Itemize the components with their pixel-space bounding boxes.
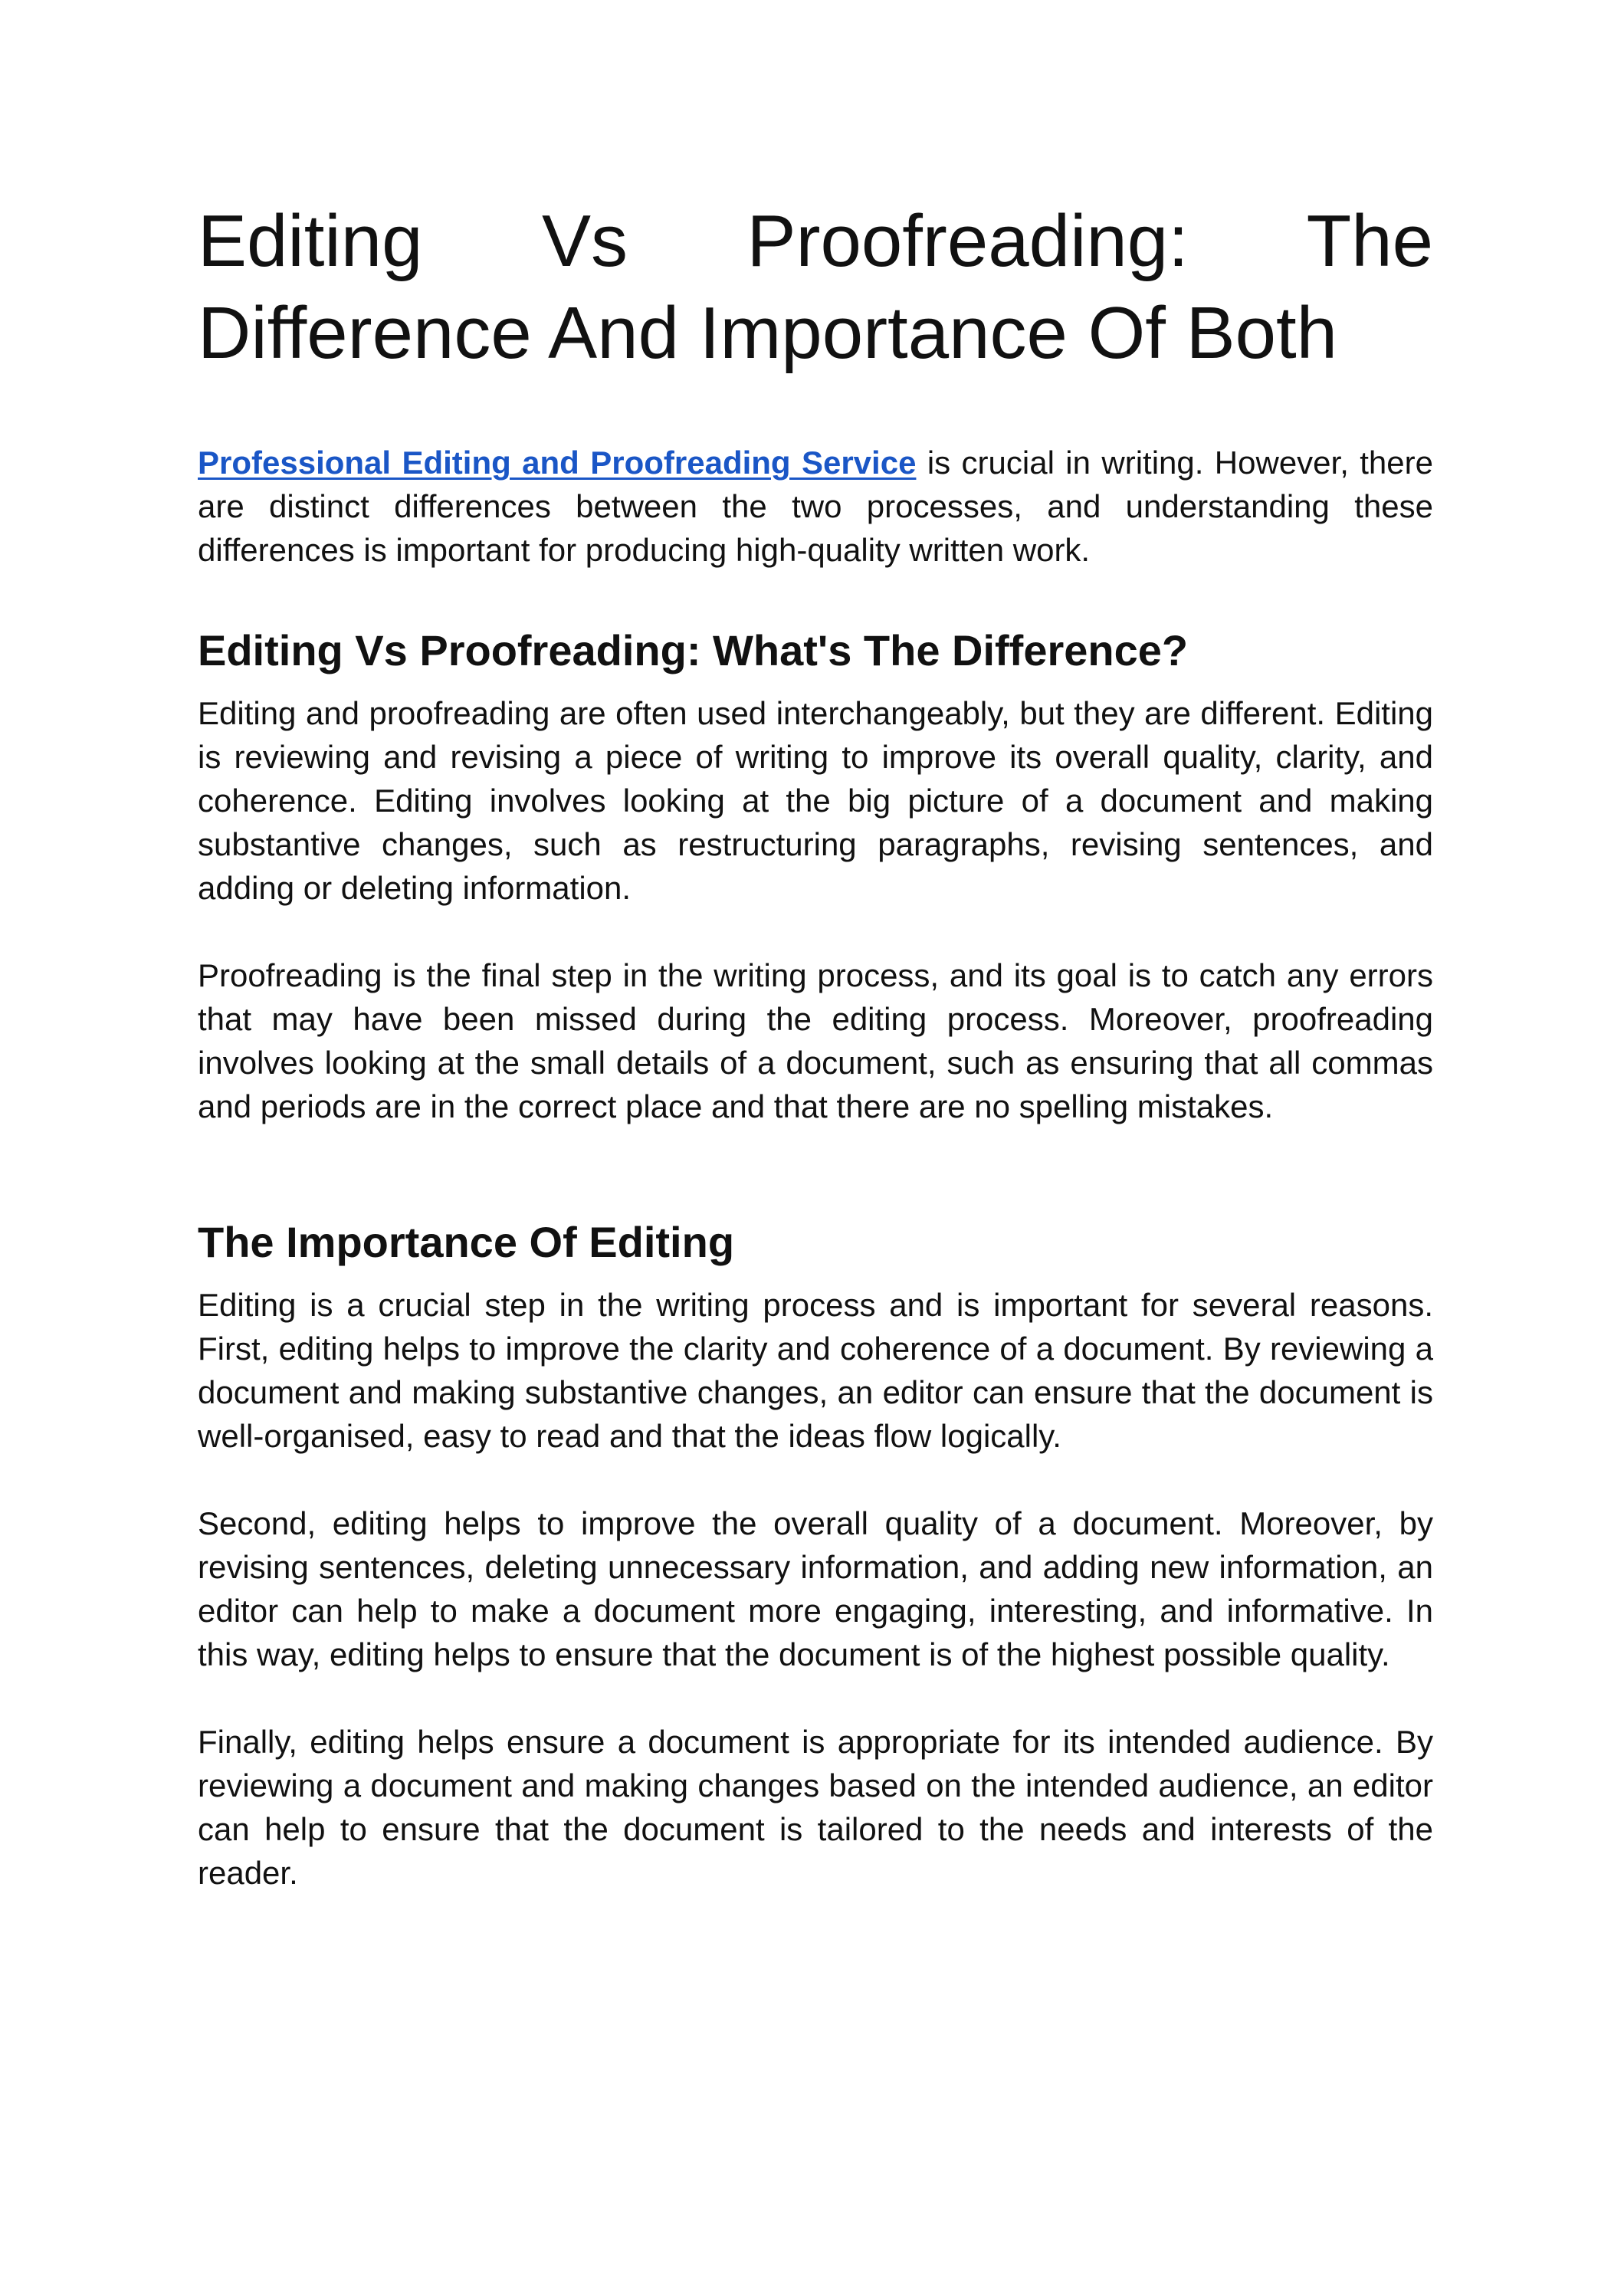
document-page (198, 195, 1433, 1895)
section-heading-importance: The Importance Of Editing (198, 1218, 735, 1266)
intro-text: is crucial in writing. However, there are distinct differences between the two processes, and understanding these differences is important for producing high-quality written work. (198, 445, 1433, 568)
editing-service-link[interactable]: Professional Editing and Proofreading Service (198, 445, 917, 481)
section-heading-difference: Editing Vs Proofreading: What's The Difference? (198, 626, 1189, 674)
paragraph-editing-definition: Editing and proofreading are often used interchangeably, but they are different. Editing is reviewing and revising a piece of writing to improve its overall quality, clarity, and coherence. Editing involves looking at the big picture of a document and making substantive changes, such as restructuring paragraphs, revising sentences, and adding or deleting information. (198, 695, 1433, 906)
intro-paragraph (198, 441, 1433, 572)
title-line-2: Difference And Importance Of Both (198, 292, 1338, 374)
paragraph-importance-final: Finally, editing helps ensure a document is appropriate for its intended audience. By reviewing a document and making changes based on the intended audience, an editor can help to ensure that the document is tailored to the needs and interests of the reader. (198, 1724, 1433, 1891)
paragraph-importance-second: Second, editing helps to improve the overall quality of a document. Moreover, by revising sentences, deleting unnecessary information, and adding new information, an editor can help to make a document more engaging, interesting, and informative. In this way, editing helps to ensure that the document is of the highest possible quality. (198, 1505, 1433, 1672)
paragraph-proofreading-definition: Proofreading is the final step in the writing process, and its goal is to catch any errors that may have been missed during the editing process. Moreover, proofreading involves looking at the small details of a document, such as ensuring that all commas and periods are in the correct place and that there are no spelling mistakes. (198, 957, 1433, 1124)
paragraph-importance-first: Editing is a crucial step in the writing process and is important for several reasons. First, editing helps to improve the clarity and coherence of a document. By reviewing a document and making substantive changes, an editor can ensure that the document is well-organised, easy to read and that the ideas flow logically. (198, 1287, 1433, 1454)
document-title (198, 195, 1433, 379)
title-line-1: Editing Vs Proofreading: The (198, 200, 1433, 282)
